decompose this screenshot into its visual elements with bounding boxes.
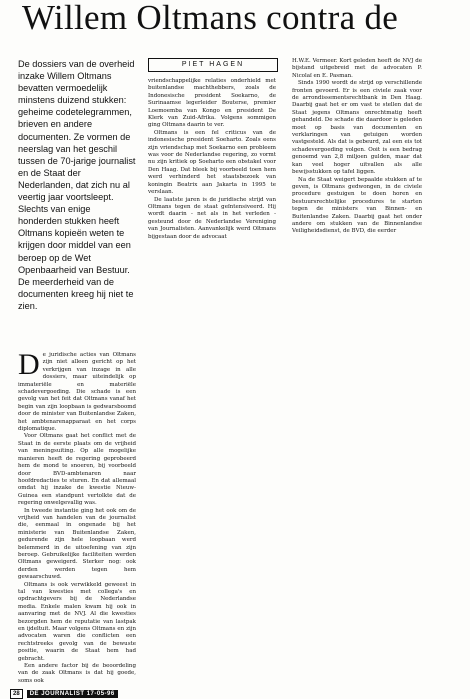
paragraph: vriendschappelijke relaties onderhield met buitenlandse machthebbers, zoals de Indonesische president Soekarno, de Surinaamse legerleider Bouterse, premier Loemoemba van Kongo en president De Klerk van Zuid-Afrika. Volgens sommigen ging Oltmans daarin te ver. <box>148 78 276 129</box>
headline: Willem Oltmans contra de <box>22 0 399 36</box>
article-column-2 <box>148 78 276 241</box>
paragraph: Oltmans is een fel criticus van de indonesische president Soeharto. Zoals eens zijn vriendschap met Soekarno een probleem was voor de Nederlandse regering, zo vormt nu zijn kritiek op Soeharto een obstakel voor Den Haag. Dat bleek bij voorbeeld toen hem werd verhinderd het staatsbezoek van koningin Beatrix aan Jakarta in 1995 te verslaan. <box>148 129 276 196</box>
paragraph: De laatste jaren is de juridische strijd van Oltmans tegen de staat geïntensiveerd. Hij wordt daarin - net als in het verleden - gesteund door de Nederlandse Vereniging van Journalisten. Aanvankelijk werd Oltmans bijgestaan door de advocaat <box>148 196 276 240</box>
paragraph: Een andere factor bij de beoordeling van de zaak Oltmans is dat hij goede, soms ook <box>18 663 136 684</box>
paragraph: Oltmans is ook verwikkeld geweest in tal van kwesties met collega's en opdrachtgevers bij de Nederlandse media. Enkele malen kwam hij ook in aanvaring met de NVJ. Al die kwesties bezorgden hem de reputatie van lastpak en ijdeltuit. Maar volgens Oltmans en zijn advocaten waren die conflicten een rechtstreeks gevolg van de bewuste positie, waarin de Staat hem had gebracht. <box>18 581 136 662</box>
paragraph: e juridische acties van Oltmans zijn niet alleen gericht op het verkrijgen van inzage in alle dossiers, maar uiteindelijk op immateriële en materiële schadevergoeding. Die schade is een gevolg van het feit dat Oltmans vanaf het begin van zijn loopbaan is gedwarsboomd door de minister van Buitenlandse Zaken, het ambtenarenapparaat en het corps diplomatique. <box>18 352 136 433</box>
paragraph: In tweede instantie ging het ook om de vrijheid van handelen van de journalist die, eenmaal in ongenade bij het ministerie van Buitenlandse Zaken, gedurende zijn hele loopbaan werd belemmerd in de uitoefening van zijn beroep. Gebruikelijke faciliteiten werden Oltmans geweigerd. Sterker nog: ook derden werden tegen hem gewaarschuwd. <box>18 507 136 581</box>
paragraph: Na de Staat weigert bepaalde stukken af te geven, is Oltmans gedwongen, in de civiele procedure gestuigen te doen horen en bestuursrechtelijke procedures te starten tegen de ministers van Binnen- en Buitenlandse Zaken. Daarbij gaat het onder andere om stukken van de Binnenlandse Veiligheidsdienst, de BVD, die eerder <box>292 176 422 235</box>
paragraph: Sinds 1990 wordt de strijd op verschillende fronten gevoerd. Er is een civiele zaak voor de arrondissementsrechtbank in Den Haag. Daarbij gaat het er om vast te stellen dat de Staat jegens Oltmans onrechtmatig heeft gehandeld. De schade die daardoor is geleden moet op basis van documenten en verklaringen van getuigen worden vastgesteld. Als dat is gebeurd, zal een eis tot schadevergoeding volgen. Ooit is een bedrag genoemd van 2,8 miljoen gulden, maar dat kan veel hoger uitvallen als alle bewijsstukken op tafel liggen. <box>292 80 422 176</box>
page-number: 28 <box>10 689 23 699</box>
article-column-1 <box>18 348 136 685</box>
page-footer <box>10 689 160 699</box>
magazine-name: DE JOURNALIST 17-05-96 <box>27 690 118 698</box>
intro-text: De dossiers van de overheid inzake Willem Oltmans bevatten vermoedelijk minstens duizend stukken: geheime codetelegrammen, brieven en andere documenten. Ze vormen de neerslag van het geschil tussen de 70-jarige journalist en de Staat der Nederlanden, dat zich nu al veertig jaar voortsleept. Slechts van enige honderden stukken heeft Oltmans kopieën weten te krijgen door middel van een beroep op de Wet Openbaarheid van Bestuur. De meerderheid van de documenten kreeg hij niet te zien. <box>18 59 136 311</box>
paragraph: Voor Oltmans gaat het conflict met de Staat in de eerste plaats om de vrijheid van meningsuiting. Op alle mogelijke manieren heeft de regering geprobeerd hem de mond te snoeren, bij voorbeeld door BVD-ambtenaren naar hoofdredacties te sturen. En dat allemaal omdat hij inzake de kwestie Nieuw-Guinea een standpunt vertolkte dat de regering onwelgevallig was. <box>18 433 136 507</box>
drop-cap: D <box>18 348 40 381</box>
byline: PIET HAGEN <box>148 58 278 72</box>
article-column-3 <box>292 58 422 236</box>
paragraph: H.W.E. Vermeer. Kort geleden heeft de NVJ de bijstand uitgebreid met de advocaten P. Nicolaï en E. Pasman. <box>292 58 422 79</box>
